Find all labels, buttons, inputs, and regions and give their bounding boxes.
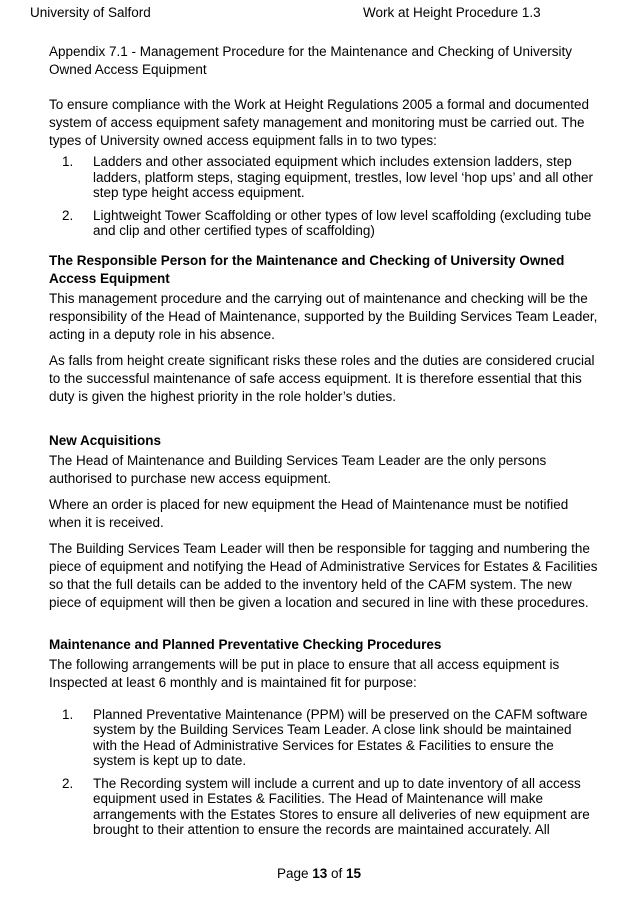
list-item: [49, 707, 599, 769]
intro-paragraph: To ensure compliance with the Work at Height Regulations 2005 a formal and documented system of access equipment safety management and monitoring must be carried out. The types of University owned access equipment falls in to two types:: [49, 97, 590, 148]
acquisitions-paragraph-2: Where an order is placed for new equipment the Head of Maintenance must be notified when it is received.: [49, 496, 569, 530]
footer-of: of: [327, 866, 347, 881]
appendix-title: Appendix 7.1 - Management Procedure for the Maintenance and Checking of University Owned Access Equipment: [49, 44, 573, 77]
maintenance-paragraph-1: The following arrangements will be put in place to ensure that all access equipment is Inspected at least 6 monthly and is maintained fit for purpose:: [49, 656, 560, 690]
list-item: [49, 776, 599, 838]
responsible-paragraph-1: This management procedure and the carrying out of maintenance and checking will be the responsibility of the Head of Maintenance, supported by the Building Services Team Leader, acting in a deputy role in his absence.: [49, 290, 598, 342]
footer-prefix: Page: [276, 866, 313, 881]
list-number: 2.: [62, 207, 74, 223]
responsible-paragraph-2: As falls from height create significant risks these roles and the duties are considered crucial to the successful maintenance of safe access equipment. It is therefore essential that this duty is given the highest priority in the role holder’s duties.: [49, 352, 595, 404]
page-footer: [0, 866, 638, 881]
header-procedure: Work at Height Procedure 1.3: [363, 5, 541, 20]
maintenance-procedures-list: [49, 707, 599, 838]
acquisitions-paragraph-1: The Head of Maintenance and Building Services Team Leader are the only persons authorised to purchase new access equipment.: [49, 452, 547, 486]
list-text: The Recording system will include a current and up to date inventory of all access equipment used in Estates & Facilities. The Head of Maintenance will make arrangements with the Estates Stores to ensure all deliveries of new equipment are brought to their attention to ensure the records are maintained accurately. All: [93, 775, 590, 837]
list-number: 2.: [62, 775, 74, 791]
section-heading-responsible: The Responsible Person for the Maintenance and Checking of University Owned Access Equipment: [49, 252, 565, 286]
list-text: Planned Preventative Maintenance (PPM) will be preserved on the CAFM software system by the Building Services Team Leader. A close link should be maintained with the Head of Administrative Services for Estates & Facilities to ensure the system is kept up to date.: [93, 706, 588, 768]
document-body: [49, 43, 599, 845]
header-institution: University of Salford: [30, 5, 151, 20]
section-heading-maintenance: Maintenance and Planned Preventative Checking Procedures: [49, 636, 442, 652]
equipment-types-list: [49, 154, 599, 239]
list-text: Ladders and other associated equipment which includes extension ladders, step ladders, platform steps, staging equipment, trestles, low level ‘hop ups’ and all other step type height access equipment.: [93, 154, 594, 200]
list-number: 1.: [62, 154, 74, 169]
list-text: Lightweight Tower Scaffolding or other types of low level scaffolding (excluding tube and clip and other certified types of scaffolding): [93, 207, 592, 238]
list-number: 1.: [62, 706, 74, 722]
acquisitions-paragraph-3: The Building Services Team Leader will then be responsible for tagging and numbering the piece of equipment and notifying the Head of Administrative Services for Estates & Facilities so that the full details can be added to the inventory held of the CAFM system. The new piece of equipment will then be given a location and secured in line with these procedures.: [49, 540, 598, 610]
current-page-number: 13: [312, 866, 328, 881]
total-page-count: 15: [346, 866, 362, 881]
list-item: [49, 154, 599, 201]
list-item: [49, 208, 599, 239]
section-heading-acquisitions: New Acquisitions: [49, 432, 162, 448]
